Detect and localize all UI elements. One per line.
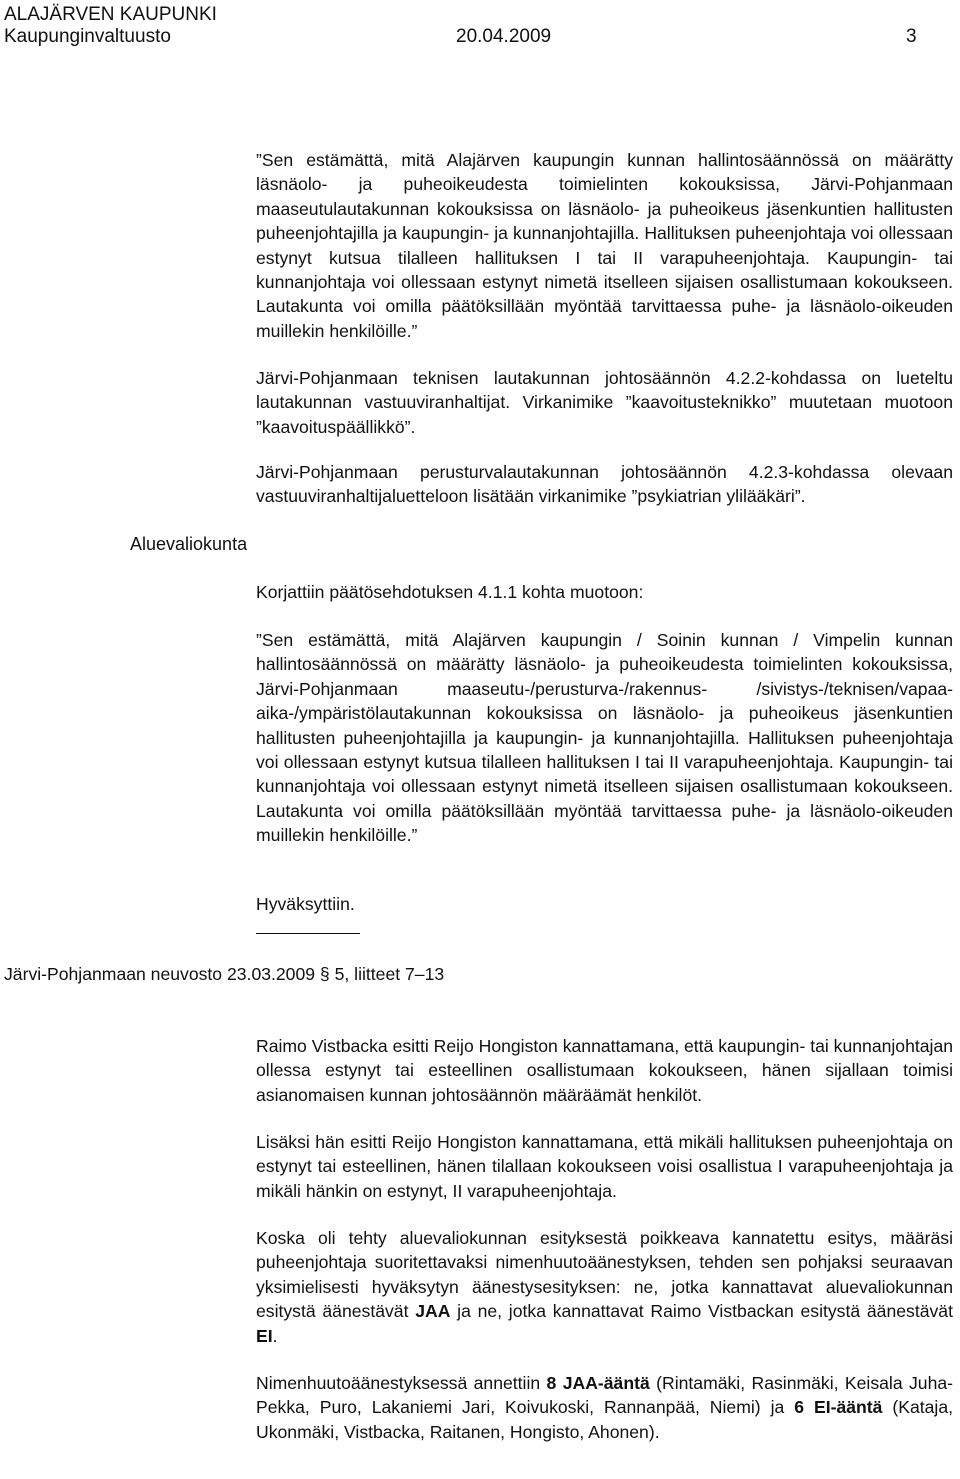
- jaa-vote-count: 8 JAA-ääntä: [546, 1373, 650, 1393]
- section-reference: Järvi-Pohjanmaan neuvosto 23.03.2009 § 5, liitteet 7–13: [4, 964, 445, 984]
- vote-jaa-label: JAA: [415, 1301, 451, 1322]
- paragraph-perusturva: [256, 460, 953, 509]
- paragraph-raimo-proposal: [256, 1034, 953, 1107]
- text-run: .: [272, 1325, 278, 1346]
- quote-text: ”Sen estämättä, mitä Alajärven kaupungin / Soinin kunnan / Vimpelin kunnan hallintosäännössä on määrätty läsnäolo- ja puheoikeudesta toimielinten kokouksissa, Järvi-Pohjanmaan maaseutu-/perusturva-/rakennus- /sivistys-/teknisen/vapaa-aika-/ympäristölautakunnan kokouksissa on läsnäolo- ja puheoikeus jäsenkuntien hallitusten puheenjohtajilla ja kaupungin- ja kunnanjohtajilla. Hallituksen puheenjohtaja voi ollessaan estynyt kutsua tilalleen hallituksen I tai II varapuheenjohtaja. Kaupungin- tai kunnanjohtaja voi ollessaan estynyt nimetä itselleen sijaisen osallistumaan kokoukseen. Lautakunta voi omilla päätöksillään myöntää tarvittaessa puhe- ja läsnäolo-oikeuden muillekin henkilöille.”: [256, 630, 953, 846]
- paragraph-text: Järvi-Pohjanmaan perusturvalautakunnan johtosäännön 4.2.3-kohdassa olevaan vastuuviranhaltijaluetteloon lisätään virkanimike ”psykiatrian ylilääkäri”.: [256, 462, 953, 507]
- separator-line: [256, 933, 360, 934]
- vote-ei-label: EI: [256, 1325, 273, 1346]
- paragraph-vote-result: [256, 1371, 953, 1444]
- quote-corrected-4-1-1: [256, 628, 953, 848]
- document-date: 20.04.2009: [456, 26, 552, 47]
- text-run: (Rintamäki, Rasinmäki, Keisala Juha-Pekka, Puro, Lakaniemi Jari, Koivukoski, Rannanpää, Niemi) ja: [256, 1373, 953, 1418]
- text-run: Koska oli tehty aluevaliokunnan esityksestä poikkeava kannatettu esitys, määräsi puheenjohtaja suoritettavaksi nimenhuutoäänestyksen, tehden sen pohjaksi seuraavan yksimielisesti hyväksytyn äänestysesityksen: ne, jotka kannattavat aluevaliokunnan esitystä äänestävät: [256, 1228, 953, 1322]
- approved-text: Hyväksyttiin.: [256, 894, 355, 914]
- text-run: (Kataja, Ukonmäki, Vistbacka, Raitanen, Hongisto, Ahonen).: [256, 1397, 954, 1442]
- side-label-aluevaliokunta: Aluevaliokunta: [130, 534, 248, 554]
- page-number: 3: [906, 26, 917, 47]
- paragraph-tekninen: [256, 366, 953, 439]
- paragraph-vote-procedure: [256, 1226, 953, 1348]
- text-run: Nimenhuutoäänestyksessä annettiin: [256, 1373, 547, 1393]
- paragraph-additional-proposal: [256, 1130, 953, 1203]
- paragraph-text: Lisäksi hän esitti Reijo Hongiston kannattamana, että mikäli hallituksen puheenjohtaja on estynyt tai esteellinen, hänen tilallaan kokoukseen voisi osallistua I varapuheenjohtaja ja mikäli hänkin on estynyt, II varapuheenjohtaja.: [256, 1132, 953, 1201]
- paragraph-text: Raimo Vistbacka esitti Reijo Hongiston kannattamana, että kaupungin- tai kunnanjohtajan ollessa estynyt tai esteellinen osallistumaan kokoukseen, hänen sijallaan toimisi asianomaisen kunnan johtosäännön määräämät henkilöt.: [256, 1036, 954, 1105]
- text-run: ja ne, jotka kannattavat Raimo Vistbackan esitystä äänestävät: [450, 1301, 953, 1322]
- org-name: ALAJÄRVEN KAUPUNKI: [4, 4, 217, 25]
- paragraph-text: [256, 1371, 953, 1444]
- quote-original-4-1-1: [256, 148, 953, 343]
- council-name: Kaupunginvaltuusto: [4, 26, 171, 47]
- paragraph-text: Järvi-Pohjanmaan teknisen lautakunnan johtosäännön 4.2.2-kohdassa on lueteltu lautakunnan vastuuviranhaltijat. Virkanimike ”kaavoitusteknikko” muutetaan muotoon ”kaavoituspäällikkö”.: [256, 368, 953, 437]
- quote-text: ”Sen estämättä, mitä Alajärven kaupungin kunnan hallintosäännössä on määrätty läsnäolo- ja puheoikeudesta toimielinten kokouksissa, Järvi-Pohjanmaan maaseutulautakunnan kokouksissa on läsnäolo- ja puheoikeus jäsenkuntien hallitusten puheenjohtajilla ja kaupungin- ja kunnanjohtajilla. Hallituksen puheenjohtaja voi ollessaan estynyt kutsua tilalleen hallituksen I tai II varapuheenjohtaja. Kaupungin- tai kunnanjohtaja voi ollessaan estynyt nimetä itselleen sijaisen osallistumaan kokoukseen. Lautakunta voi omilla päätöksillään myöntää tarvittaessa puhe- ja läsnäolo-oikeuden muillekin henkilöille.”: [256, 150, 953, 341]
- ei-vote-count: 6 EI-ääntä: [794, 1397, 883, 1418]
- paragraph-text: [256, 1226, 953, 1348]
- correction-intro: Korjattiin päätösehdotuksen 4.1.1 kohta muotoon:: [256, 582, 644, 602]
